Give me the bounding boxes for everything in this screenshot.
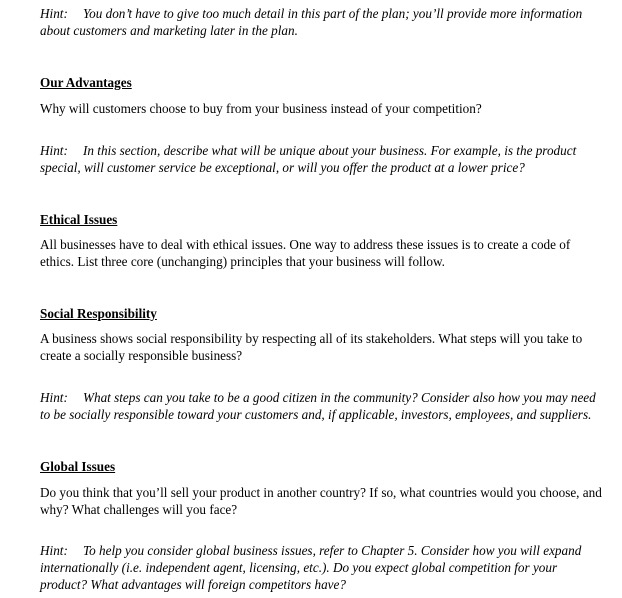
section-global-issues-hint bbox=[40, 542, 606, 593]
hint-paragraph bbox=[40, 142, 606, 176]
hint-paragraph bbox=[40, 5, 606, 39]
hint-label: Hint: bbox=[40, 543, 68, 558]
section-global-issues bbox=[40, 458, 606, 475]
section-ethical-issues-question bbox=[40, 236, 606, 270]
hint-label: Hint: bbox=[40, 390, 68, 405]
hint-text: You don’t have to give too much detail in this part of the plan; you’ll provide more information about customers and marketing later in the plan. bbox=[40, 6, 583, 38]
hint-paragraph bbox=[40, 389, 606, 423]
section-question: All businesses have to deal with ethical issues. One way to address these issues is to create a code of ethics. List three core (unchanging) principles that your business will follow. bbox=[40, 237, 571, 269]
section-question: A business shows social responsibility by respecting all of its stakeholders. What steps will you take to create a socially responsible business? bbox=[40, 331, 583, 363]
hint-top bbox=[40, 5, 606, 39]
section-heading: Global Issues bbox=[40, 459, 116, 474]
section-heading: Social Responsibility bbox=[40, 306, 157, 321]
section-question: Why will customers choose to buy from your business instead of your competition? bbox=[40, 101, 482, 116]
section-social-responsibility-hint bbox=[40, 389, 606, 423]
section-social-responsibility bbox=[40, 305, 606, 322]
hint-text: To help you consider global business issues, refer to Chapter 5. Consider how you will expand internationally (i.e. independent agent, licensing, etc.). Do you expect global competition for your product? What advantages will foreign competitors have? bbox=[40, 543, 582, 592]
section-our-advantages bbox=[40, 74, 606, 91]
hint-text: In this section, describe what will be unique about your business. For example, is the product special, will customer service be exceptional, or will you offer the product at a lower price? bbox=[40, 143, 577, 175]
section-our-advantages-hint bbox=[40, 142, 606, 176]
section-heading: Our Advantages bbox=[40, 75, 132, 90]
hint-text: What steps can you take to be a good citizen in the community? Consider also how you may need to be socially responsible toward your customers and, if applicable, investors, employees, and suppliers. bbox=[40, 390, 596, 422]
section-our-advantages-question bbox=[40, 100, 606, 117]
hint-label: Hint: bbox=[40, 143, 68, 158]
section-social-responsibility-question bbox=[40, 330, 606, 364]
hint-paragraph bbox=[40, 542, 606, 593]
hint-label: Hint: bbox=[40, 6, 68, 21]
section-global-issues-question bbox=[40, 484, 606, 518]
section-ethical-issues bbox=[40, 211, 606, 228]
section-heading: Ethical Issues bbox=[40, 212, 118, 227]
section-question: Do you think that you’ll sell your product in another country? If so, what countries would you choose, and why? What challenges will you face? bbox=[40, 485, 602, 517]
